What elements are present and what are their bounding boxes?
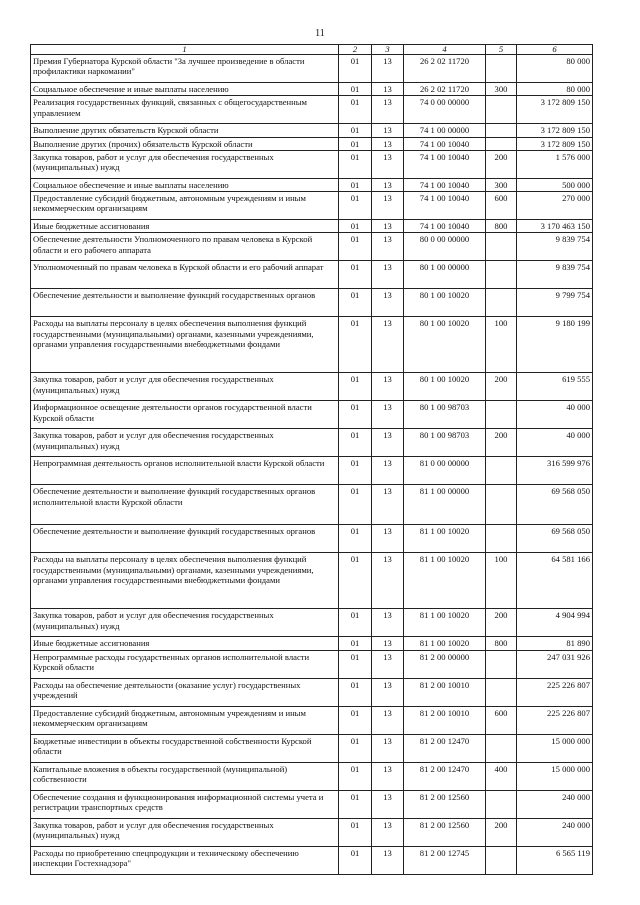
cell-amount: 6 565 119 bbox=[517, 846, 593, 874]
table-row bbox=[31, 650, 593, 678]
table-row bbox=[31, 818, 593, 846]
cell-target-code: 74 1 00 10040 bbox=[404, 137, 486, 150]
cell-target-code: 80 1 00 98703 bbox=[404, 429, 486, 457]
cell-expense-type bbox=[486, 233, 517, 261]
cell-target-code: 81 2 00 10010 bbox=[404, 678, 486, 706]
cell-amount: 9 180 199 bbox=[517, 317, 593, 373]
cell-section: 01 bbox=[339, 261, 372, 289]
cell-section: 01 bbox=[339, 137, 372, 150]
cell-amount: 619 555 bbox=[517, 373, 593, 401]
cell-section: 01 bbox=[339, 124, 372, 137]
cell-target-code: 74 1 00 00000 bbox=[404, 124, 486, 137]
cell-name: Закупка товаров, работ и услуг для обеспечения государственных (муниципальных) нужд bbox=[31, 609, 339, 637]
cell-target-code: 80 1 00 10020 bbox=[404, 317, 486, 373]
cell-amount: 500 000 bbox=[517, 178, 593, 191]
cell-amount: 240 000 bbox=[517, 790, 593, 818]
cell-target-code: 80 1 00 10020 bbox=[404, 289, 486, 317]
cell-expense-type bbox=[486, 650, 517, 678]
cell-section: 01 bbox=[339, 525, 372, 553]
cell-amount: 81 890 bbox=[517, 637, 593, 650]
cell-target-code: 81 1 00 00000 bbox=[404, 485, 486, 525]
cell-amount: 15 000 000 bbox=[517, 734, 593, 762]
cell-subsection: 13 bbox=[372, 137, 404, 150]
cell-amount: 3 172 809 150 bbox=[517, 96, 593, 124]
cell-subsection: 13 bbox=[372, 818, 404, 846]
cell-name: Расходы на обеспечение деятельности (оказание услуг) государственных учреждений bbox=[31, 678, 339, 706]
cell-subsection: 13 bbox=[372, 553, 404, 609]
cell-section: 01 bbox=[339, 192, 372, 220]
cell-expense-type bbox=[486, 96, 517, 124]
cell-amount: 247 031 926 bbox=[517, 650, 593, 678]
cell-amount: 40 000 bbox=[517, 429, 593, 457]
cell-section: 01 bbox=[339, 150, 372, 178]
cell-amount: 3 170 463 150 bbox=[517, 220, 593, 233]
header-cell-expense: 5 bbox=[486, 45, 517, 55]
cell-subsection: 13 bbox=[372, 609, 404, 637]
table-row bbox=[31, 734, 593, 762]
cell-subsection: 13 bbox=[372, 192, 404, 220]
cell-name: Закупка товаров, работ и услуг для обеспечения государственных (муниципальных) нужд bbox=[31, 150, 339, 178]
cell-amount: 80 000 bbox=[517, 83, 593, 96]
cell-subsection: 13 bbox=[372, 846, 404, 874]
cell-expense-type bbox=[486, 457, 517, 485]
cell-expense-type: 600 bbox=[486, 192, 517, 220]
table-row bbox=[31, 846, 593, 874]
cell-subsection: 13 bbox=[372, 233, 404, 261]
cell-name: Обеспечение деятельности Уполномоченного по правам человека в Курской области и его рабочего аппарата bbox=[31, 233, 339, 261]
cell-section: 01 bbox=[339, 55, 372, 83]
cell-subsection: 13 bbox=[372, 790, 404, 818]
cell-name: Уполномоченный по правам человека в Курской области и его рабочий аппарат bbox=[31, 261, 339, 289]
cell-name: Бюджетные инвестиции в объекты государственной собственности Курской области bbox=[31, 734, 339, 762]
table-row bbox=[31, 706, 593, 734]
cell-name: Закупка товаров, работ и услуг для обеспечения государственных (муниципальных) нужд bbox=[31, 373, 339, 401]
cell-target-code: 74 1 00 10040 bbox=[404, 220, 486, 233]
cell-amount: 4 904 994 bbox=[517, 609, 593, 637]
cell-name: Социальное обеспечение и иные выплаты населению bbox=[31, 83, 339, 96]
cell-amount: 1 576 000 bbox=[517, 150, 593, 178]
cell-subsection: 13 bbox=[372, 429, 404, 457]
table-row bbox=[31, 609, 593, 637]
cell-name: Обеспечение деятельности и выполнение функций государственных органов исполнительной власти Курской области bbox=[31, 485, 339, 525]
cell-section: 01 bbox=[339, 846, 372, 874]
cell-expense-type bbox=[486, 289, 517, 317]
header-cell-name: 1 bbox=[31, 45, 339, 55]
cell-section: 01 bbox=[339, 762, 372, 790]
cell-name: Обеспечение создания и функционирования информационной системы учета и регистрации транспортных средств bbox=[31, 790, 339, 818]
cell-amount: 9 839 754 bbox=[517, 261, 593, 289]
cell-target-code: 80 1 00 00000 bbox=[404, 261, 486, 289]
cell-name: Расходы по приобретению спецпродукции и техническому обеспечению инспекции Гостехнадзора" bbox=[31, 846, 339, 874]
cell-target-code: 81 1 00 10020 bbox=[404, 637, 486, 650]
table-row bbox=[31, 192, 593, 220]
cell-target-code: 26 2 02 11720 bbox=[404, 55, 486, 83]
cell-amount: 64 581 166 bbox=[517, 553, 593, 609]
cell-expense-type bbox=[486, 261, 517, 289]
table-row bbox=[31, 137, 593, 150]
table-row bbox=[31, 289, 593, 317]
cell-target-code: 81 1 00 10020 bbox=[404, 525, 486, 553]
cell-expense-type bbox=[486, 790, 517, 818]
table-row bbox=[31, 401, 593, 429]
cell-name: Предоставление субсидий бюджетным, автономным учреждениям и иным некоммерческим организациям bbox=[31, 706, 339, 734]
cell-subsection: 13 bbox=[372, 55, 404, 83]
cell-subsection: 13 bbox=[372, 96, 404, 124]
cell-name: Реализация государственных функций, связанных с общегосударственным управлением bbox=[31, 96, 339, 124]
cell-section: 01 bbox=[339, 220, 372, 233]
cell-subsection: 13 bbox=[372, 83, 404, 96]
cell-expense-type: 100 bbox=[486, 553, 517, 609]
cell-expense-type: 300 bbox=[486, 178, 517, 191]
cell-section: 01 bbox=[339, 83, 372, 96]
cell-subsection: 13 bbox=[372, 317, 404, 373]
cell-section: 01 bbox=[339, 233, 372, 261]
table-row bbox=[31, 429, 593, 457]
cell-amount: 80 000 bbox=[517, 55, 593, 83]
header-cell-target: 4 bbox=[404, 45, 486, 55]
table-row bbox=[31, 678, 593, 706]
cell-subsection: 13 bbox=[372, 678, 404, 706]
cell-subsection: 13 bbox=[372, 525, 404, 553]
cell-subsection: 13 bbox=[372, 734, 404, 762]
cell-amount: 240 000 bbox=[517, 818, 593, 846]
table-row bbox=[31, 150, 593, 178]
cell-target-code: 26 2 02 11720 bbox=[404, 83, 486, 96]
cell-expense-type bbox=[486, 124, 517, 137]
cell-subsection: 13 bbox=[372, 289, 404, 317]
cell-name: Расходы на выплаты персоналу в целях обеспечения выполнения функций государственными (муниципальными) органами, казенными учреждениями, органами управления государственными внебюджетными фондами bbox=[31, 553, 339, 609]
cell-target-code: 74 1 00 10040 bbox=[404, 192, 486, 220]
cell-target-code: 80 0 00 00000 bbox=[404, 233, 486, 261]
table-row bbox=[31, 762, 593, 790]
table-row bbox=[31, 485, 593, 525]
table-row bbox=[31, 55, 593, 83]
cell-expense-type bbox=[486, 485, 517, 525]
cell-section: 01 bbox=[339, 553, 372, 609]
cell-expense-type: 200 bbox=[486, 818, 517, 846]
cell-target-code: 81 0 00 00000 bbox=[404, 457, 486, 485]
cell-target-code: 74 1 00 10040 bbox=[404, 178, 486, 191]
cell-section: 01 bbox=[339, 609, 372, 637]
cell-target-code: 81 1 00 10020 bbox=[404, 609, 486, 637]
header-cell-section: 2 bbox=[339, 45, 372, 55]
cell-section: 01 bbox=[339, 734, 372, 762]
table-row bbox=[31, 790, 593, 818]
cell-name: Предоставление субсидий бюджетным, автономным учреждениям и иным некоммерческим организациям bbox=[31, 192, 339, 220]
cell-target-code: 81 2 00 12470 bbox=[404, 762, 486, 790]
cell-expense-type bbox=[486, 525, 517, 553]
cell-section: 01 bbox=[339, 289, 372, 317]
cell-expense-type bbox=[486, 401, 517, 429]
cell-amount: 69 568 050 bbox=[517, 525, 593, 553]
header-row bbox=[31, 45, 593, 55]
cell-section: 01 bbox=[339, 401, 372, 429]
cell-subsection: 13 bbox=[372, 762, 404, 790]
table-row bbox=[31, 553, 593, 609]
cell-subsection: 13 bbox=[372, 373, 404, 401]
cell-target-code: 81 1 00 10020 bbox=[404, 553, 486, 609]
budget-table bbox=[30, 44, 593, 875]
cell-name: Выполнение других обязательств Курской области bbox=[31, 124, 339, 137]
cell-section: 01 bbox=[339, 818, 372, 846]
table-row bbox=[31, 220, 593, 233]
cell-expense-type bbox=[486, 734, 517, 762]
table-row bbox=[31, 317, 593, 373]
cell-name: Обеспечение деятельности и выполнение функций государственных органов bbox=[31, 289, 339, 317]
cell-section: 01 bbox=[339, 178, 372, 191]
header-cell-subsection: 3 bbox=[372, 45, 404, 55]
cell-target-code: 80 1 00 10020 bbox=[404, 373, 486, 401]
header-cell-amount: 6 bbox=[517, 45, 593, 55]
cell-subsection: 13 bbox=[372, 706, 404, 734]
cell-expense-type: 200 bbox=[486, 373, 517, 401]
cell-amount: 225 226 807 bbox=[517, 706, 593, 734]
cell-name: Расходы на выплаты персоналу в целях обеспечения выполнения функций государственными (муниципальными) органами, казенными учреждениями, органами управления государственными внебюджетными фондами bbox=[31, 317, 339, 373]
cell-expense-type bbox=[486, 55, 517, 83]
cell-section: 01 bbox=[339, 485, 372, 525]
cell-section: 01 bbox=[339, 637, 372, 650]
cell-target-code: 81 2 00 12470 bbox=[404, 734, 486, 762]
cell-target-code: 81 2 00 00000 bbox=[404, 650, 486, 678]
cell-subsection: 13 bbox=[372, 261, 404, 289]
cell-name: Иные бюджетные ассигнования bbox=[31, 220, 339, 233]
cell-expense-type: 200 bbox=[486, 609, 517, 637]
cell-name: Капитальные вложения в объекты государственной (муниципальной) собственности bbox=[31, 762, 339, 790]
table-row bbox=[31, 233, 593, 261]
page-number: 11 bbox=[315, 28, 325, 39]
table-row bbox=[31, 96, 593, 124]
cell-expense-type: 100 bbox=[486, 317, 517, 373]
cell-name: Выполнение других (прочих) обязательств Курской области bbox=[31, 137, 339, 150]
table-row bbox=[31, 457, 593, 485]
cell-expense-type bbox=[486, 137, 517, 150]
cell-section: 01 bbox=[339, 790, 372, 818]
cell-subsection: 13 bbox=[372, 485, 404, 525]
cell-name: Закупка товаров, работ и услуг для обеспечения государственных (муниципальных) нужд bbox=[31, 429, 339, 457]
cell-subsection: 13 bbox=[372, 637, 404, 650]
cell-subsection: 13 bbox=[372, 150, 404, 178]
cell-expense-type: 600 bbox=[486, 706, 517, 734]
cell-expense-type: 200 bbox=[486, 429, 517, 457]
cell-subsection: 13 bbox=[372, 124, 404, 137]
cell-name: Информационное освещение деятельности органов государственной власти Курской области bbox=[31, 401, 339, 429]
cell-target-code: 74 1 00 10040 bbox=[404, 150, 486, 178]
cell-section: 01 bbox=[339, 317, 372, 373]
cell-amount: 270 000 bbox=[517, 192, 593, 220]
cell-target-code: 81 2 00 12560 bbox=[404, 790, 486, 818]
table-row bbox=[31, 83, 593, 96]
cell-name: Непрограммная деятельность органов исполнительной власти Курской области bbox=[31, 457, 339, 485]
cell-section: 01 bbox=[339, 457, 372, 485]
table-row bbox=[31, 178, 593, 191]
cell-name: Иные бюджетные ассигнования bbox=[31, 637, 339, 650]
cell-target-code: 81 2 00 10010 bbox=[404, 706, 486, 734]
cell-target-code: 74 0 00 00000 bbox=[404, 96, 486, 124]
cell-target-code: 81 2 00 12560 bbox=[404, 818, 486, 846]
cell-subsection: 13 bbox=[372, 401, 404, 429]
table-row bbox=[31, 637, 593, 650]
cell-amount: 9 799 754 bbox=[517, 289, 593, 317]
cell-section: 01 bbox=[339, 429, 372, 457]
table-row bbox=[31, 373, 593, 401]
cell-amount: 3 172 809 150 bbox=[517, 124, 593, 137]
table-row bbox=[31, 261, 593, 289]
table-row bbox=[31, 124, 593, 137]
cell-name: Обеспечение деятельности и выполнение функций государственных органов bbox=[31, 525, 339, 553]
cell-section: 01 bbox=[339, 678, 372, 706]
cell-expense-type: 800 bbox=[486, 637, 517, 650]
cell-amount: 225 226 807 bbox=[517, 678, 593, 706]
cell-expense-type bbox=[486, 846, 517, 874]
cell-expense-type: 300 bbox=[486, 83, 517, 96]
cell-section: 01 bbox=[339, 96, 372, 124]
cell-name: Социальное обеспечение и иные выплаты населению bbox=[31, 178, 339, 191]
cell-subsection: 13 bbox=[372, 178, 404, 191]
cell-name: Непрограммные расходы государственных органов исполнительной власти Курской области bbox=[31, 650, 339, 678]
cell-amount: 9 839 754 bbox=[517, 233, 593, 261]
cell-name: Премия Губернатора Курской области "За лучшее произведение в области профилактики наркомании" bbox=[31, 55, 339, 83]
cell-name: Закупка товаров, работ и услуг для обеспечения государственных (муниципальных) нужд bbox=[31, 818, 339, 846]
cell-amount: 69 568 050 bbox=[517, 485, 593, 525]
cell-section: 01 bbox=[339, 706, 372, 734]
cell-subsection: 13 bbox=[372, 650, 404, 678]
cell-amount: 40 000 bbox=[517, 401, 593, 429]
cell-amount: 3 172 809 150 bbox=[517, 137, 593, 150]
cell-subsection: 13 bbox=[372, 457, 404, 485]
cell-section: 01 bbox=[339, 373, 372, 401]
cell-expense-type: 200 bbox=[486, 150, 517, 178]
cell-expense-type bbox=[486, 678, 517, 706]
cell-amount: 316 599 976 bbox=[517, 457, 593, 485]
cell-subsection: 13 bbox=[372, 220, 404, 233]
cell-section: 01 bbox=[339, 650, 372, 678]
cell-amount: 15 000 000 bbox=[517, 762, 593, 790]
cell-target-code: 81 2 00 12745 bbox=[404, 846, 486, 874]
cell-target-code: 80 1 00 98703 bbox=[404, 401, 486, 429]
cell-expense-type: 400 bbox=[486, 762, 517, 790]
table-row bbox=[31, 525, 593, 553]
cell-expense-type: 800 bbox=[486, 220, 517, 233]
